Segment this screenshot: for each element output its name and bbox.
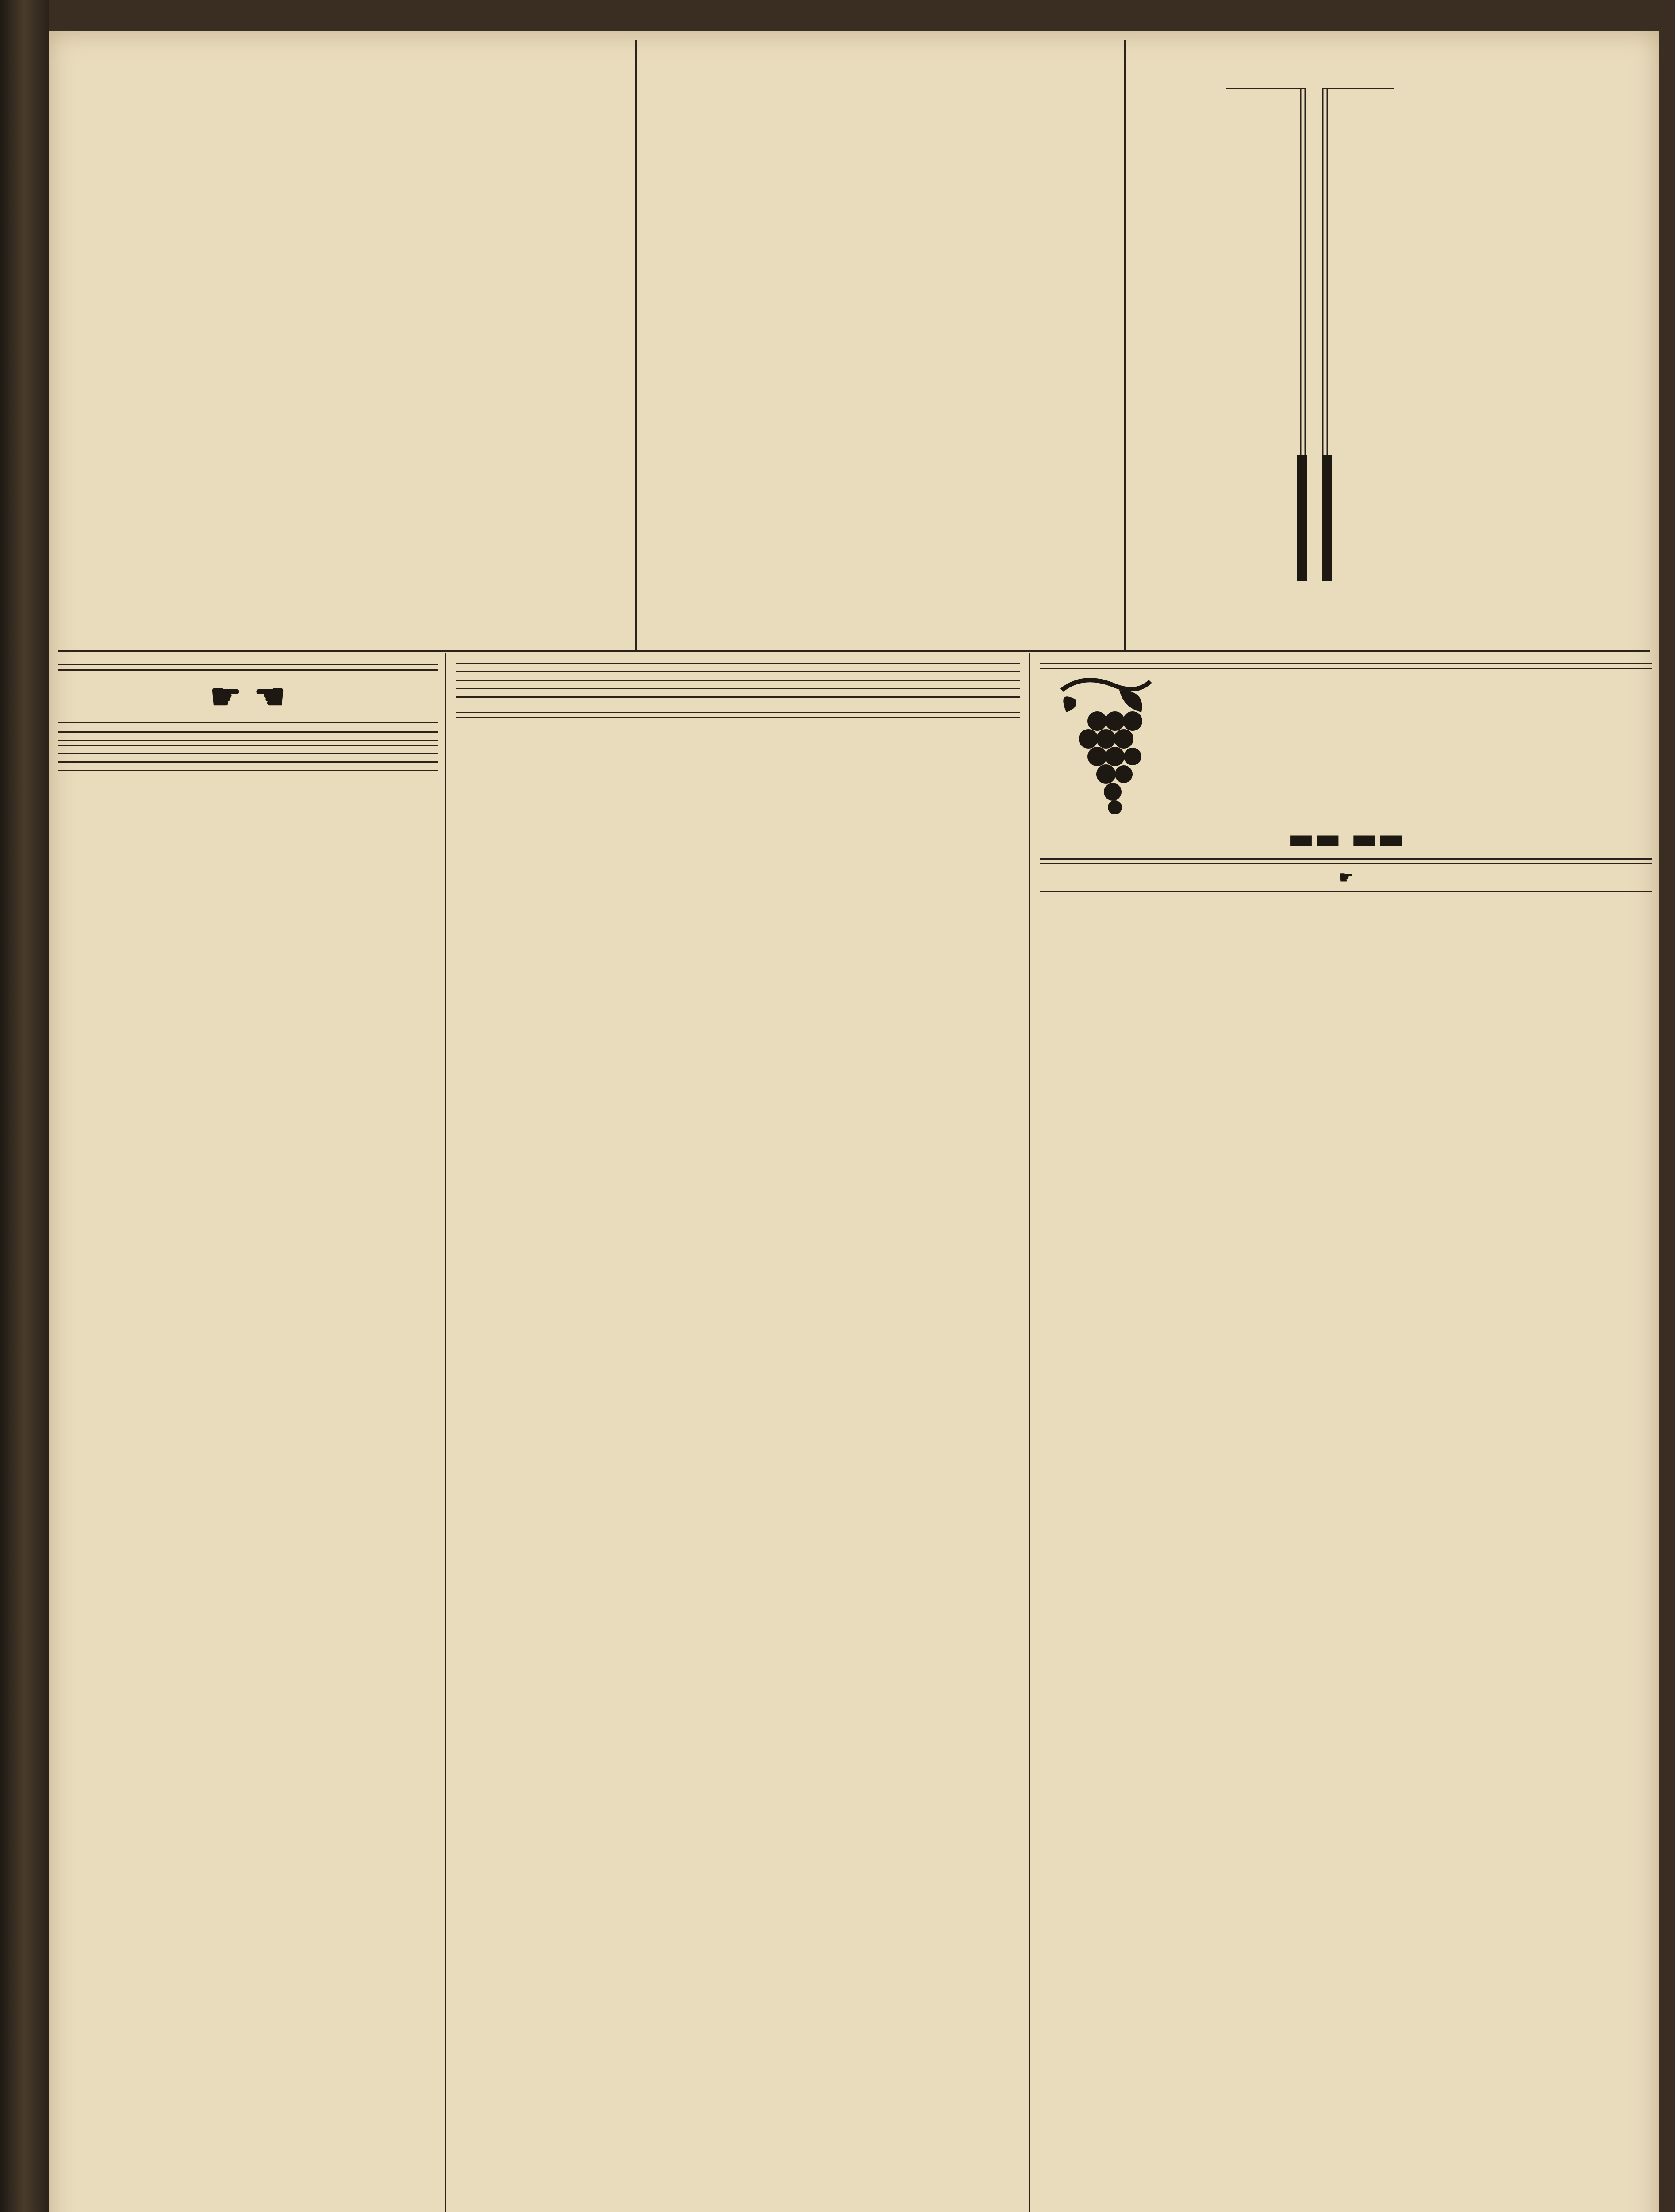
marriage-title: ☛ ☚ — [210, 676, 286, 717]
ads-left-column — [58, 659, 438, 775]
marriage-book-ad — [58, 675, 438, 718]
cigar-title: ▬▬ ▬▬ — [1287, 822, 1405, 855]
shoe-icon: ☛ — [1338, 868, 1354, 888]
section-divider — [58, 650, 1650, 652]
column-divider — [635, 40, 637, 650]
column-divider — [445, 653, 446, 2212]
newspaper-page — [49, 31, 1659, 2212]
barometer-chart — [1137, 70, 1646, 583]
ads-middle-column — [456, 659, 1020, 722]
book-binding — [0, 0, 49, 2212]
dining-invitation — [456, 702, 1020, 708]
grapes-icon — [1040, 672, 1172, 823]
barometer-column-today — [1322, 455, 1332, 581]
brachhold-ad — [1040, 672, 1652, 855]
news-column-3 — [1137, 40, 1646, 583]
news-column-1 — [62, 40, 624, 95]
column-divider — [1029, 653, 1030, 2212]
shoemaker-ad — [1040, 868, 1652, 887]
ads-right-column — [1040, 659, 1652, 896]
news-column-2 — [650, 40, 1115, 51]
barometer-column-yesterday — [1297, 455, 1307, 581]
column-divider — [1124, 40, 1126, 650]
